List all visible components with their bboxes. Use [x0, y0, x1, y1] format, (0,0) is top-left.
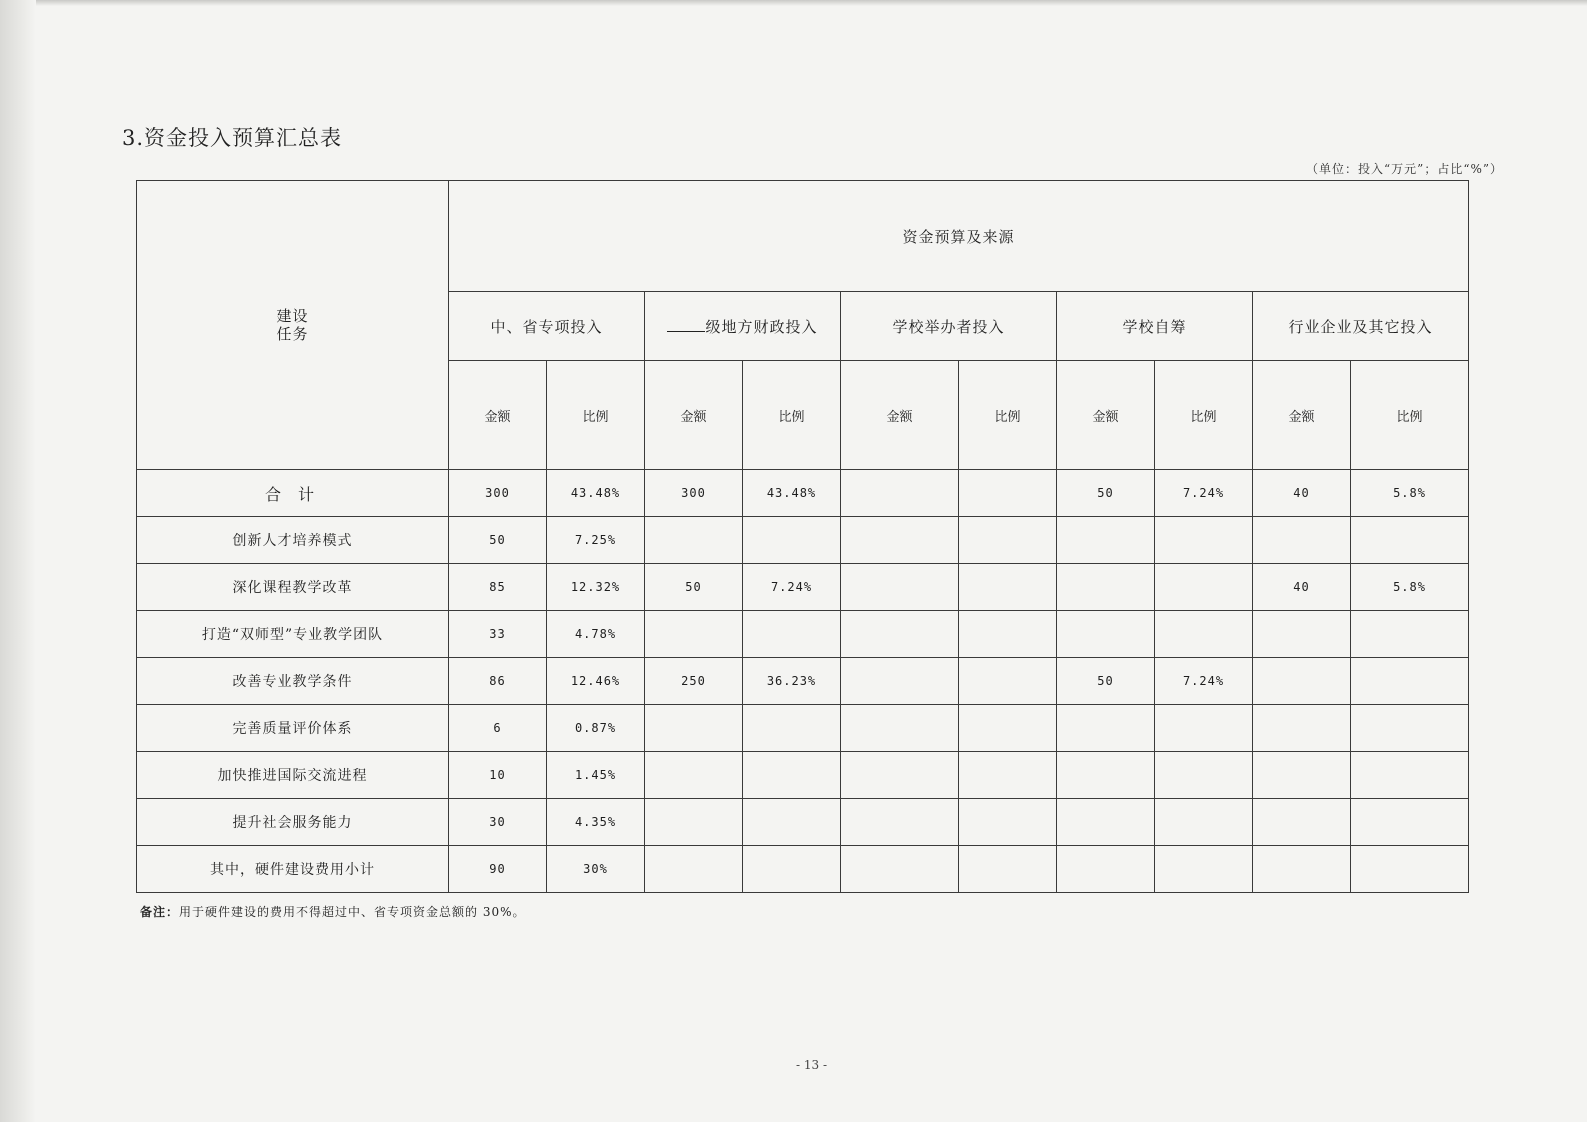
- ratio-cell: [1155, 517, 1253, 564]
- ratio-cell: 0.87%: [547, 705, 645, 752]
- amount-cell: 50: [645, 564, 743, 611]
- ratio-cell: [1351, 799, 1469, 846]
- amount-cell: [1253, 752, 1351, 799]
- section-title: 3.资金投入预算汇总表: [122, 126, 343, 150]
- ratio-column-header: 比例: [547, 361, 645, 470]
- fill-in-blank-line: [667, 319, 705, 332]
- source-label: 学校自筹: [1122, 317, 1187, 336]
- ratio-cell: 7.24%: [743, 564, 841, 611]
- ratio-cell: [959, 658, 1057, 705]
- amount-column-header: 金额: [449, 361, 547, 470]
- total-row-label: 合 计: [137, 470, 449, 517]
- ratio-cell: 7.24%: [1155, 658, 1253, 705]
- ratio-cell: 12.46%: [547, 658, 645, 705]
- source-header-school-self-raised: [1057, 292, 1253, 361]
- table-row: [137, 752, 1469, 799]
- ratio-cell: 43.48%: [743, 470, 841, 517]
- ratio-cell: [1351, 705, 1469, 752]
- source-header-school-sponsor: [841, 292, 1057, 361]
- amount-cell: [1253, 517, 1351, 564]
- footnote-text: 用于硬件建设的费用不得超过中、省专项资金总额的 30%。: [179, 905, 526, 919]
- ratio-cell: [1351, 658, 1469, 705]
- ratio-cell: [1351, 846, 1469, 893]
- table-row: [137, 799, 1469, 846]
- amount-cell: 250: [645, 658, 743, 705]
- source-label: 级地方财政投入: [705, 317, 818, 336]
- ratio-cell: [743, 705, 841, 752]
- table-row: [137, 846, 1469, 893]
- table-row: [137, 658, 1469, 705]
- amount-cell: 33: [449, 611, 547, 658]
- amount-cell: [841, 470, 959, 517]
- source-header-local-finance: [645, 292, 841, 361]
- task-name-cell: 提升社会服务能力: [137, 799, 449, 846]
- amount-cell: [1253, 611, 1351, 658]
- amount-cell: 40: [1253, 564, 1351, 611]
- source-label: 中、省专项投入: [490, 317, 603, 336]
- amount-cell: [841, 658, 959, 705]
- ratio-cell: [1351, 752, 1469, 799]
- ratio-cell: [959, 470, 1057, 517]
- amount-cell: [1057, 611, 1155, 658]
- amount-cell: [645, 705, 743, 752]
- task-name-cell: 其中，硬件建设费用小计: [137, 846, 449, 893]
- ratio-cell: [1351, 611, 1469, 658]
- ratio-cell: 7.24%: [1155, 470, 1253, 517]
- ratio-cell: [1155, 799, 1253, 846]
- amount-cell: [1253, 799, 1351, 846]
- amount-cell: [645, 517, 743, 564]
- funding-sources-header: 资金预算及来源: [449, 181, 1469, 292]
- amount-cell: [841, 517, 959, 564]
- amount-cell: [645, 846, 743, 893]
- task-column-header: [137, 181, 449, 470]
- amount-cell: 300: [449, 470, 547, 517]
- ratio-cell: [743, 752, 841, 799]
- amount-cell: 86: [449, 658, 547, 705]
- task-header-line-1: 建设: [276, 307, 309, 325]
- page-number: - 13 -: [795, 1058, 827, 1072]
- ratio-cell: 36.23%: [743, 658, 841, 705]
- amount-cell: 10: [449, 752, 547, 799]
- amount-cell: 50: [449, 517, 547, 564]
- amount-cell: [841, 564, 959, 611]
- ratio-cell: [1155, 705, 1253, 752]
- unit-note: （单位：投入“万元”；占比“%”）: [1306, 162, 1503, 176]
- amount-cell: [1057, 705, 1155, 752]
- table-row: [137, 611, 1469, 658]
- amount-cell: 90: [449, 846, 547, 893]
- footnote-label: 备注：: [140, 905, 180, 919]
- ratio-cell: 5.8%: [1351, 564, 1469, 611]
- source-label: 行业企业及其它投入: [1288, 317, 1433, 336]
- amount-cell: [1057, 799, 1155, 846]
- ratio-cell: 43.48%: [547, 470, 645, 517]
- ratio-cell: [1155, 846, 1253, 893]
- ratio-cell: [1155, 752, 1253, 799]
- table-row: [137, 705, 1469, 752]
- ratio-cell: [743, 611, 841, 658]
- ratio-cell: [743, 517, 841, 564]
- ratio-cell: [959, 799, 1057, 846]
- amount-cell: [645, 799, 743, 846]
- amount-cell: [1253, 705, 1351, 752]
- scan-edge-left: [0, 0, 36, 1122]
- ratio-cell: [959, 705, 1057, 752]
- ratio-cell: 4.78%: [547, 611, 645, 658]
- ratio-cell: [959, 564, 1057, 611]
- amount-cell: [1057, 517, 1155, 564]
- amount-cell: [841, 705, 959, 752]
- ratio-column-header: 比例: [743, 361, 841, 470]
- amount-cell: [1253, 846, 1351, 893]
- task-name-cell: 创新人才培养模式: [137, 517, 449, 564]
- task-name-cell: 深化课程教学改革: [137, 564, 449, 611]
- amount-column-header: 金额: [841, 361, 959, 470]
- amount-cell: 40: [1253, 470, 1351, 517]
- ratio-column-header: 比例: [1351, 361, 1469, 470]
- ratio-cell: 5.8%: [1351, 470, 1469, 517]
- ratio-cell: [959, 846, 1057, 893]
- ratio-cell: [1155, 611, 1253, 658]
- ratio-cell: [1351, 517, 1469, 564]
- amount-cell: [645, 611, 743, 658]
- task-name-cell: 完善质量评价体系: [137, 705, 449, 752]
- ratio-cell: 30%: [547, 846, 645, 893]
- amount-cell: [841, 846, 959, 893]
- amount-cell: 50: [1057, 470, 1155, 517]
- ratio-cell: 7.25%: [547, 517, 645, 564]
- amount-cell: [645, 752, 743, 799]
- amount-cell: 6: [449, 705, 547, 752]
- amount-cell: 50: [1057, 658, 1155, 705]
- ratio-cell: [959, 752, 1057, 799]
- ratio-cell: [959, 611, 1057, 658]
- table-row: [137, 517, 1469, 564]
- ratio-cell: 12.32%: [547, 564, 645, 611]
- amount-cell: 30: [449, 799, 547, 846]
- amount-column-header: 金额: [1057, 361, 1155, 470]
- table-row: [137, 564, 1469, 611]
- amount-cell: 85: [449, 564, 547, 611]
- footnote: [140, 903, 526, 920]
- amount-cell: [1057, 752, 1155, 799]
- amount-column-header: 金额: [1253, 361, 1351, 470]
- budget-summary-table: [136, 180, 1469, 893]
- source-label: 学校举办者投入: [892, 317, 1005, 336]
- task-header-line-2: 任务: [276, 325, 309, 343]
- source-header-industry-other: [1253, 292, 1469, 361]
- ratio-cell: [743, 799, 841, 846]
- amount-cell: [1057, 846, 1155, 893]
- task-name-cell: 打造“双师型”专业教学团队: [137, 611, 449, 658]
- ratio-cell: [1155, 564, 1253, 611]
- amount-cell: 300: [645, 470, 743, 517]
- ratio-column-header: 比例: [959, 361, 1057, 470]
- ratio-cell: [959, 517, 1057, 564]
- table-row: [137, 470, 1469, 517]
- source-header-central-provincial: [449, 292, 645, 361]
- ratio-cell: 4.35%: [547, 799, 645, 846]
- ratio-cell: 1.45%: [547, 752, 645, 799]
- document-page: [36, 0, 1587, 1122]
- ratio-cell: [743, 846, 841, 893]
- amount-cell: [1253, 658, 1351, 705]
- amount-cell: [841, 799, 959, 846]
- task-name-cell: 加快推进国际交流进程: [137, 752, 449, 799]
- amount-cell: [841, 611, 959, 658]
- task-name-cell: 改善专业教学条件: [137, 658, 449, 705]
- ratio-column-header: 比例: [1155, 361, 1253, 470]
- amount-cell: [1057, 564, 1155, 611]
- amount-cell: [841, 752, 959, 799]
- amount-column-header: 金额: [645, 361, 743, 470]
